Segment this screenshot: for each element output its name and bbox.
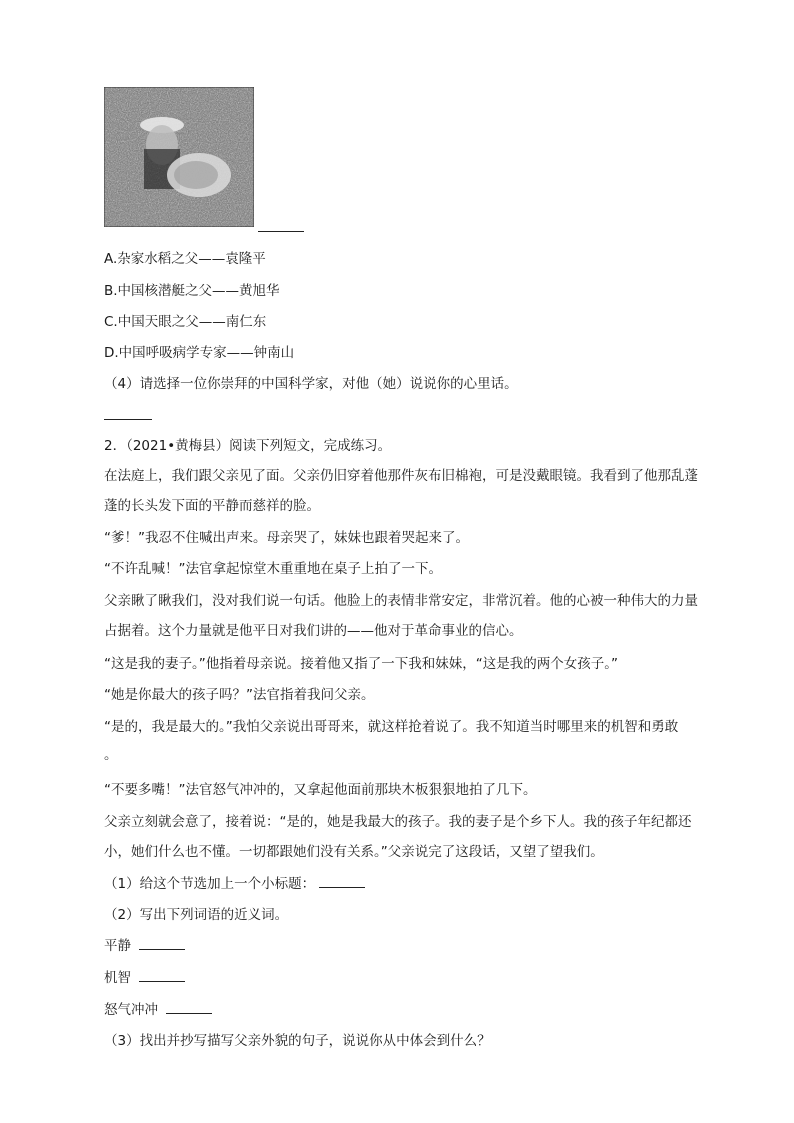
passage-p6: “她是你最大的孩子吗？”法官指着我问父亲。: [104, 687, 375, 703]
word-3: 怒气冲冲: [104, 1002, 158, 1018]
question-2-header: 2．（2021•黄梅县）阅读下列短文，完成练习。: [104, 438, 392, 454]
option-b: B.中国核潜艇之父——黄旭华: [104, 283, 280, 299]
subquestion-2: （2）写出下列词语的近义词。: [104, 907, 289, 923]
answer-blank[interactable]: [139, 937, 185, 950]
subquestion-3: （3）找出并抄写描写父亲外貌的句子，说说你从中体会到什么？: [104, 1033, 491, 1049]
option-c: C.中国天眼之父——南仁东: [104, 314, 267, 330]
question-4: （4）请选择一位你崇拜的中国科学家，对他（她）说说你的心里话。: [104, 376, 518, 392]
passage-p4-line1: 父亲瞅了瞅我们，没对我们说一句话。他脸上的表情非常安定，非常沉着。他的心被一种伟大的力量: [104, 593, 698, 609]
option-d: D.中国呼吸病学专家——钟南山: [104, 345, 295, 361]
passage-p7-line1: “是的，我是最大的。”我怕父亲说出哥哥来，就这样抢着说了。我不知道当时哪里来的机智和勇敢: [104, 719, 679, 735]
option-a: A.杂家水稻之父——袁隆平: [104, 251, 266, 267]
photo-image: [104, 87, 254, 227]
answer-blank[interactable]: [104, 419, 152, 420]
word-row-2: [104, 969, 185, 987]
passage-p1-line1: 在法庭上，我们跟父亲见了面。父亲仍旧穿着他那件灰布旧棉袍，可是没戴眼镜。我看到了他那乱蓬: [104, 468, 698, 484]
word-row-1: [104, 937, 185, 955]
passage-p9-line2: 小，她们什么也不懂。一切都跟她们没有关系。”父亲说完了这段话，又望了望我们。: [104, 844, 604, 860]
passage-p5: “这是我的妻子。”他指着母亲说。接着他又指了一下我和妹妹，“这是我的两个女孩子。”: [104, 656, 618, 672]
passage-p7-line2: 。: [104, 747, 118, 763]
passage-p8: “不要多嘴！”法官怒气冲冲的，又拿起他面前那块木板狠狠地拍了几下。: [104, 782, 537, 798]
answer-blank[interactable]: [258, 231, 304, 232]
passage-p9-line1: 父亲立刻就会意了，接着说：“是的，她是我最大的孩子。我的妻子是个乡下人。我的孩子年纪都还: [104, 814, 692, 830]
passage-p3: “不许乱喊！”法官拿起惊堂木重重地在桌子上拍了一下。: [104, 561, 442, 577]
answer-blank[interactable]: [166, 1001, 212, 1014]
word-1: 平静: [104, 938, 131, 954]
subquestion-1-text: （1）给这个节选加上一个小标题：: [104, 876, 316, 892]
word-2: 机智: [104, 970, 131, 986]
subquestion-1: [104, 875, 365, 893]
word-row-3: [104, 1001, 212, 1019]
answer-blank[interactable]: [319, 875, 365, 888]
passage-p1-line2: 蓬的长头发下面的平静而慈祥的脸。: [104, 498, 320, 514]
scientist-photo: [104, 87, 254, 227]
passage-p2: “爹！”我忍不住喊出声来。母亲哭了，妹妹也跟着哭起来了。: [104, 530, 469, 546]
passage-p4-line2: 占据着。这个力量就是他平日对我们讲的——他对于革命事业的信心。: [104, 623, 523, 639]
answer-blank[interactable]: [139, 969, 185, 982]
